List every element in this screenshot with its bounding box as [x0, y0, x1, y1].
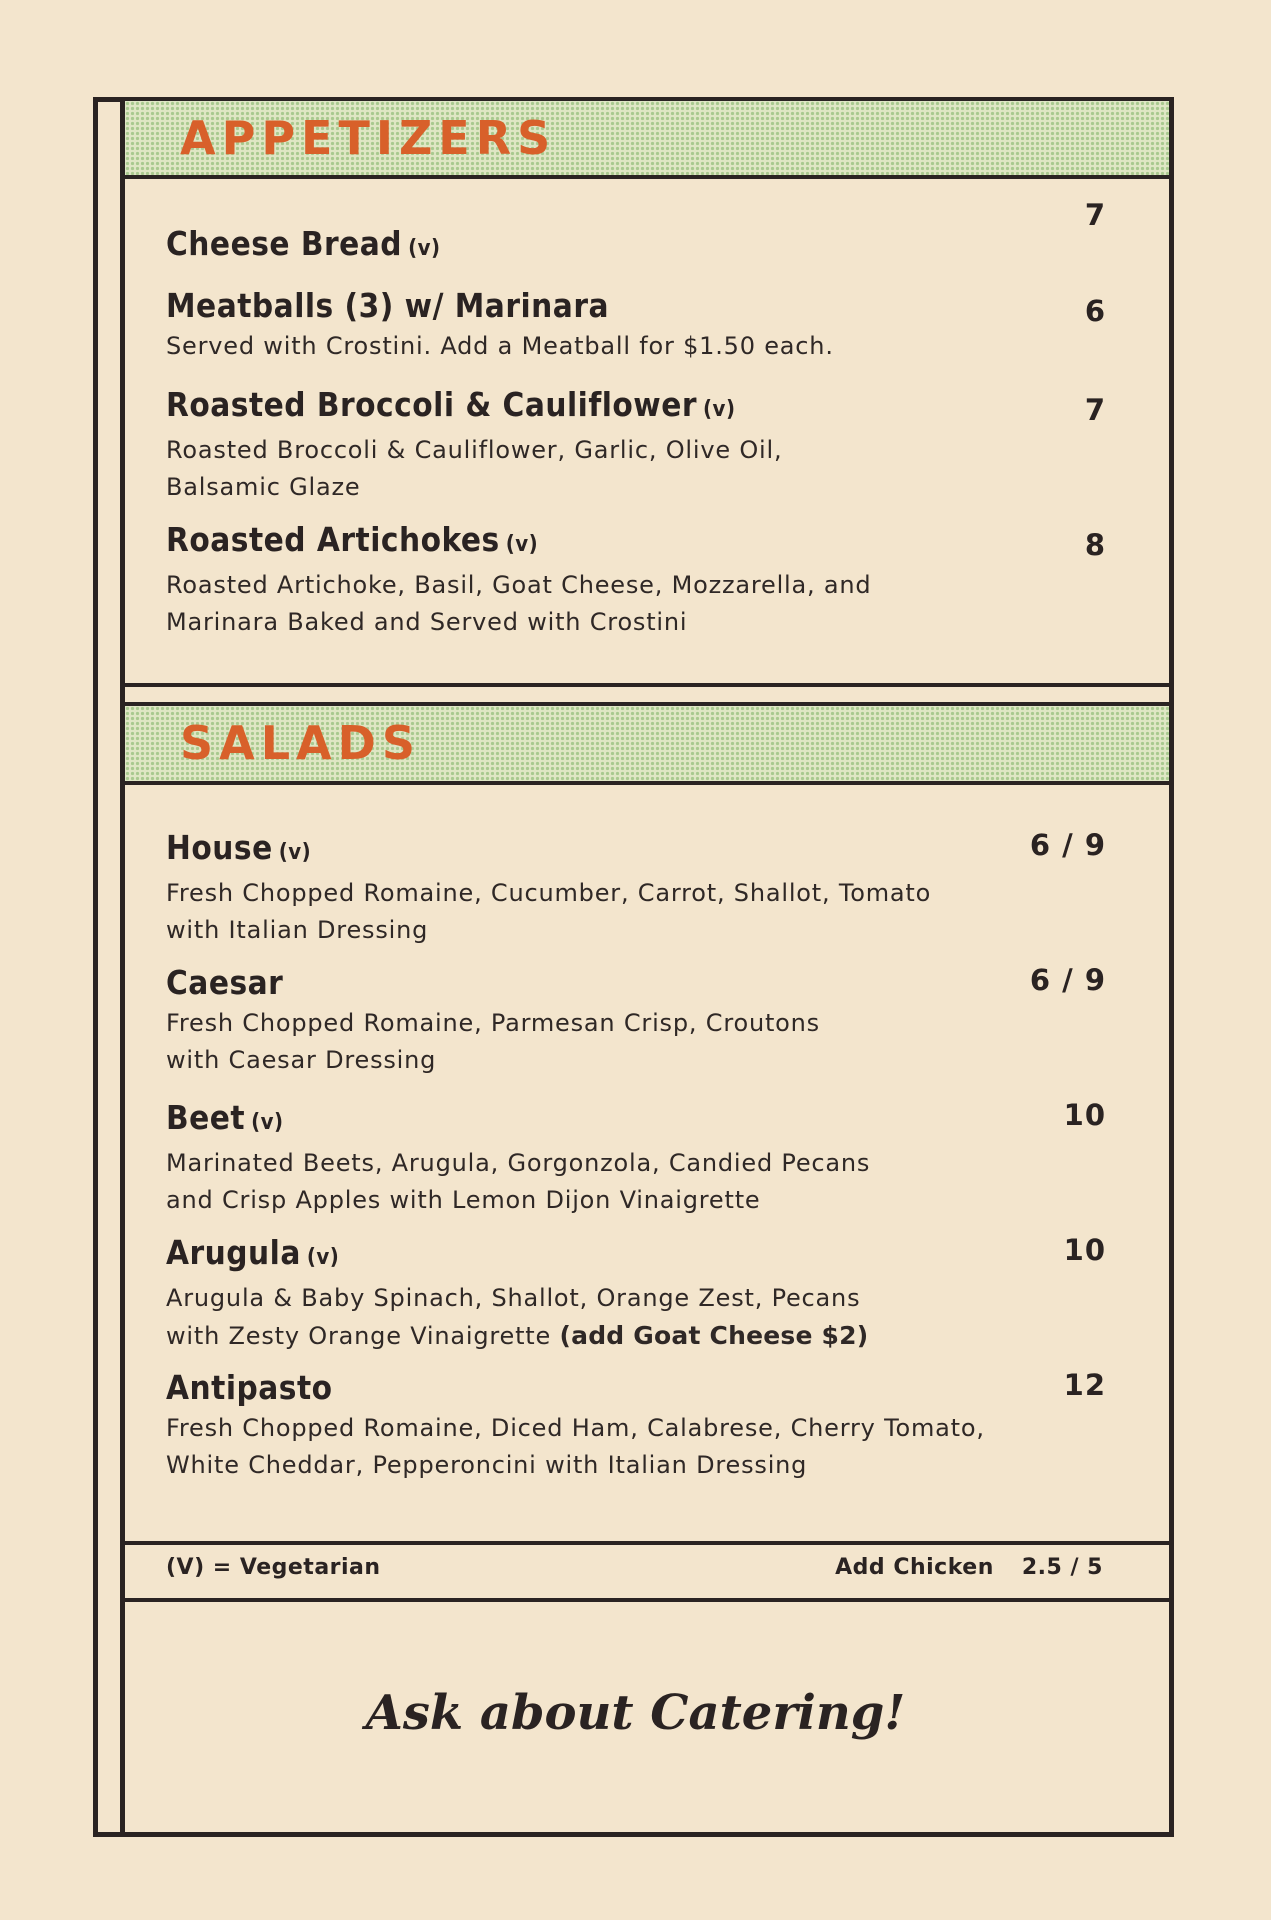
- item-name: Arugula (v): [166, 1233, 340, 1272]
- catering-callout: Ask about Catering!: [365, 1685, 906, 1741]
- add-on-note: (add Goat Cheese $2): [559, 1321, 869, 1350]
- menu-item: [166, 1231, 1106, 1355]
- vegetarian-tag: (v): [408, 236, 441, 261]
- item-description: Fresh Chopped Romaine, Cucumber, Carrot, Shallot, Tomato: [166, 879, 932, 907]
- menu-item: [166, 1096, 1106, 1219]
- item-price: 6: [1084, 294, 1106, 328]
- item-description: Fresh Chopped Romaine, Parmesan Crisp, Croutons: [166, 1009, 820, 1037]
- vegetarian-tag: (v): [306, 1245, 340, 1270]
- menu-item: [166, 198, 1106, 271]
- item-price: 10: [1063, 1098, 1106, 1132]
- item-name: Roasted Broccoli & Cauliflower (v): [166, 385, 736, 424]
- menu-item: [166, 826, 1106, 949]
- menu-item: [166, 284, 1106, 365]
- item-description: Roasted Broccoli & Cauliflower, Garlic, Olive Oil,: [166, 436, 783, 464]
- salads-heading: SALADS: [180, 716, 421, 770]
- item-description: Fresh Chopped Romaine, Diced Ham, Calabrese, Cherry Tomato,: [166, 1414, 985, 1442]
- add-chicken-note: [835, 1555, 1103, 1580]
- item-description: with Italian Dressing: [166, 916, 429, 944]
- item-name: Meatballs (3) w/ Marinara: [166, 286, 609, 325]
- inner-vertical-rule: [120, 97, 125, 1837]
- appetizers-heading: APPETIZERS: [180, 111, 557, 165]
- menu-item: [166, 1366, 1106, 1484]
- divider: [120, 781, 1174, 785]
- vegetarian-tag: (v): [505, 532, 539, 557]
- menu-item: [166, 961, 1106, 1079]
- item-description: with Zesty Orange Vinaigrette (add Goat Cheese $2): [166, 1321, 869, 1350]
- item-name: Roasted Artichokes (v): [166, 520, 539, 559]
- salads-banner: [125, 706, 1169, 781]
- menu-item: [166, 383, 1106, 506]
- vegetarian-legend: (V) = Vegetarian: [166, 1555, 381, 1580]
- item-name: Beet (v): [166, 1098, 284, 1137]
- item-description: Marinara Baked and Served with Crostini: [166, 608, 688, 636]
- vegetarian-tag: (v): [251, 1110, 284, 1135]
- menu-item: [166, 518, 1106, 641]
- item-price: 7: [1084, 198, 1106, 232]
- addon-price: 2.5 / 5: [1021, 1555, 1103, 1580]
- item-description: Marinated Beets, Arugula, Gorgonzola, Candied Pecans: [166, 1149, 871, 1177]
- item-name: Cheese Bread (v): [166, 224, 441, 263]
- item-name: House (v): [166, 828, 312, 867]
- divider: [120, 1541, 1174, 1545]
- divider: [120, 683, 1174, 687]
- divider: [120, 1598, 1174, 1602]
- item-description: Balsamic Glaze: [166, 473, 361, 501]
- item-price: 7: [1084, 393, 1106, 427]
- vegetarian-tag: (v): [278, 840, 312, 865]
- addon-label: Add Chicken: [835, 1555, 994, 1580]
- item-description: Served with Crostini. Add a Meatball for $1.50 each.: [166, 332, 834, 360]
- divider: [120, 175, 1174, 179]
- item-description: Arugula & Baby Spinach, Shallot, Orange Zest, Pecans: [166, 1284, 861, 1312]
- item-name: Antipasto: [166, 1368, 333, 1407]
- item-description: with Caesar Dressing: [166, 1046, 437, 1074]
- appetizers-banner: [125, 101, 1169, 176]
- vegetarian-tag: (v): [703, 397, 736, 422]
- item-price: 6 / 9: [1029, 828, 1106, 862]
- item-description: White Cheddar, Pepperoncini with Italian Dressing: [166, 1451, 808, 1479]
- item-price: 6 / 9: [1029, 963, 1106, 997]
- item-price: 10: [1063, 1233, 1106, 1267]
- item-description: Roasted Artichoke, Basil, Goat Cheese, Mozzarella, and: [166, 571, 872, 599]
- item-price: 8: [1084, 528, 1106, 562]
- item-name: Caesar: [166, 963, 284, 1002]
- item-price: 12: [1063, 1368, 1106, 1402]
- item-description: and Crisp Apples with Lemon Dijon Vinaigrette: [166, 1186, 761, 1214]
